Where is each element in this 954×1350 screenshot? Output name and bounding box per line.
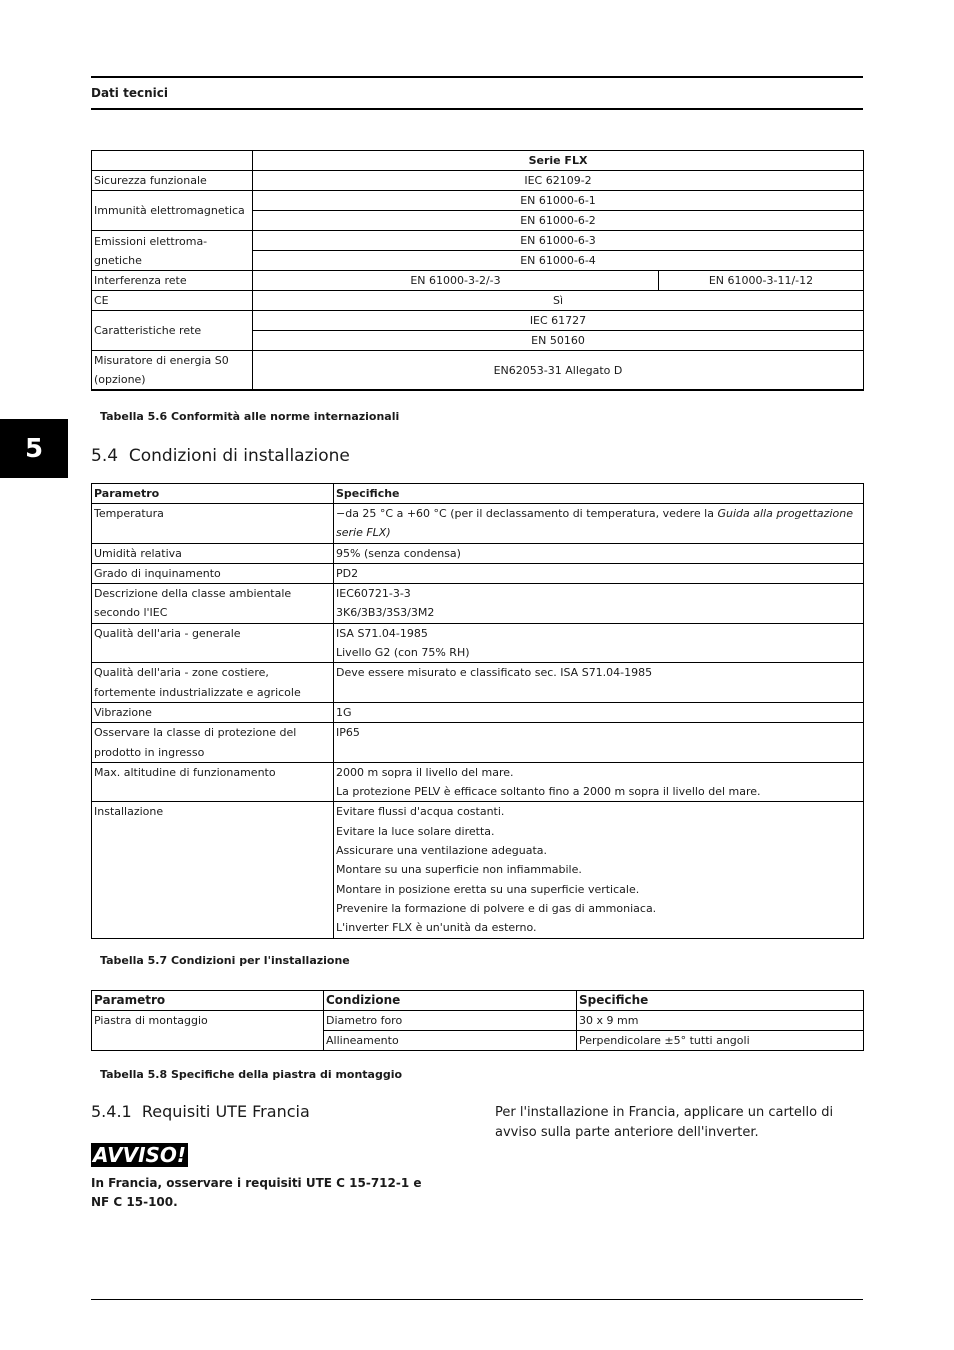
table-installation-conditions bbox=[91, 483, 864, 939]
label-line: Misuratore di energia S0 bbox=[94, 354, 229, 367]
table-row bbox=[92, 291, 864, 311]
table-conformity bbox=[91, 150, 864, 391]
param-cell: Installazione bbox=[92, 802, 334, 938]
row-label: Sicurezza funzionale bbox=[92, 171, 253, 191]
table-row bbox=[92, 563, 864, 583]
spec-cell: Deve essere misurato e classificato sec. ISA S71.04-1985 bbox=[334, 663, 864, 703]
spec-cell: 30 x 9 mm bbox=[577, 1011, 864, 1031]
row-value: IEC 62109-2 bbox=[253, 171, 864, 191]
notice-label: AVVISO! bbox=[93, 1143, 187, 1167]
row-value: IEC 61727 bbox=[253, 311, 864, 331]
row-label: Interferenza rete bbox=[92, 271, 253, 291]
param-cell: Piastra di montaggio bbox=[92, 1011, 324, 1051]
chapter-tab: 5 bbox=[0, 419, 68, 478]
param-cell: Qualità dell'aria - zone costiere, fortemente industrializzate e agricole bbox=[92, 663, 334, 703]
table-row bbox=[92, 231, 864, 251]
table-row bbox=[92, 504, 864, 544]
spec-cell: ISA S71.04-1985 Livello G2 (con 75% RH) bbox=[334, 623, 864, 663]
param-cell: Qualità dell'aria - generale bbox=[92, 623, 334, 663]
spec-cell: Evitare flussi d'acqua costanti. Evitare la luce solare diretta. Assicurare una ventilazione adeguata. Montare su una superficie non infiammabile. Montare in posizione eretta su una superficie verticale. Prevenire la formazione di polvere e di gas di ammoniaca. L'inverter FLX è un'unità da esterno. bbox=[334, 802, 864, 938]
table-row bbox=[92, 702, 864, 722]
table-row bbox=[92, 762, 864, 802]
table-header-row bbox=[92, 151, 864, 171]
notice-text: In Francia, osservare i requisiti UTE C 15-712-1 e NF C 15-100. bbox=[91, 1176, 422, 1209]
condition-cell: Diametro foro bbox=[324, 1011, 577, 1031]
row-value: EN 50160 bbox=[253, 331, 864, 351]
param-cell: Vibrazione bbox=[92, 702, 334, 722]
table-row bbox=[92, 584, 864, 624]
subsection-title: Requisiti UTE Francia bbox=[141, 1102, 310, 1121]
spec-cell: IP65 bbox=[334, 723, 864, 763]
row-value: Sì bbox=[253, 291, 864, 311]
row-value: EN 61000-6-3 bbox=[253, 231, 864, 251]
table-row bbox=[92, 191, 864, 211]
table-row bbox=[92, 543, 864, 563]
table-caption: Tabella 5.8 Specifiche della piastra di montaggio bbox=[100, 1068, 403, 1081]
label-line: Emissioni elettroma- bbox=[94, 234, 208, 248]
table-mounting-plate bbox=[91, 990, 864, 1051]
column-header: Condizione bbox=[324, 991, 577, 1011]
column-header: Specifiche bbox=[577, 991, 864, 1011]
running-header: Dati tecnici bbox=[91, 86, 168, 100]
spec-cell: −da 25 °C a +60 °C (per il declassamento di temperatura, vedere la Guida alla progettazione serie FLX) bbox=[334, 504, 864, 544]
column-header: Serie FLX bbox=[253, 151, 864, 171]
table-row bbox=[92, 623, 864, 663]
row-value: EN 61000-6-2 bbox=[253, 211, 864, 231]
row-label: CE bbox=[92, 291, 253, 311]
spec-cell: IEC60721-3-3 3K6/3B3/3S3/3M2 bbox=[334, 584, 864, 624]
param-cell: Osservare la classe di protezione del prodotto in ingresso bbox=[92, 723, 334, 763]
row-label: Immunità elettromagnetica bbox=[92, 191, 253, 231]
row-label bbox=[92, 231, 253, 271]
spec-cell: 2000 m sopra il livello del mare. La protezione PELV è efficace soltanto fino a 2000 m sopra il livello del mare. bbox=[334, 762, 864, 802]
param-cell: Umidità relativa bbox=[92, 543, 334, 563]
spec-cell: 1G bbox=[334, 702, 864, 722]
section-title: Condizioni di installazione bbox=[128, 446, 350, 466]
param-cell: Descrizione della classe ambientale secondo l'IEC bbox=[92, 584, 334, 624]
param-cell: Grado di inquinamento bbox=[92, 563, 334, 583]
condition-cell: Allineamento bbox=[324, 1031, 577, 1051]
table-row bbox=[92, 171, 864, 191]
table-caption: Tabella 5.7 Condizioni per l'installazione bbox=[100, 954, 350, 967]
column-header: Specifiche bbox=[334, 484, 864, 504]
table-row bbox=[92, 351, 864, 391]
table-header-row bbox=[92, 484, 864, 504]
row-value: EN62053-31 Allegato D bbox=[253, 351, 864, 391]
column-header: Parametro bbox=[92, 991, 324, 1011]
spec-cell: 95% (senza condensa) bbox=[334, 543, 864, 563]
table-row bbox=[92, 311, 864, 331]
table-row bbox=[92, 271, 864, 291]
header-bottom-rule bbox=[91, 108, 863, 110]
row-label: Caratteristiche rete bbox=[92, 311, 253, 351]
label-line: gnetiche bbox=[94, 253, 142, 267]
table-caption: Tabella 5.6 Conformità alle norme internazionali bbox=[100, 410, 400, 423]
row-value: EN 61000-3-11/-12 bbox=[659, 271, 864, 291]
subsection-heading bbox=[91, 1102, 310, 1121]
row-label bbox=[92, 351, 253, 391]
spec-cell: Perpendicolare ±5° tutti angoli bbox=[577, 1031, 864, 1051]
footer-rule bbox=[91, 1299, 863, 1300]
label-line: (opzione) bbox=[94, 373, 146, 386]
section-number: 5.4 bbox=[91, 446, 119, 466]
table-header-row bbox=[92, 991, 864, 1011]
param-cell: Temperatura bbox=[92, 504, 334, 544]
spec-cell: PD2 bbox=[334, 563, 864, 583]
table-row bbox=[92, 663, 864, 703]
subsection-number: 5.4.1 bbox=[91, 1102, 132, 1121]
table-row bbox=[92, 802, 864, 938]
table-row bbox=[92, 723, 864, 763]
table-row bbox=[92, 1011, 864, 1031]
header-top-rule bbox=[91, 76, 863, 78]
row-value: EN 61000-6-1 bbox=[253, 191, 864, 211]
row-value: EN 61000-6-4 bbox=[253, 251, 864, 271]
column-header: Parametro bbox=[92, 484, 334, 504]
section-heading bbox=[91, 446, 350, 466]
param-cell: Max. altitudine di funzionamento bbox=[92, 762, 334, 802]
body-paragraph: Per l'installazione in Francia, applicare un cartello di avviso sulla parte anteriore dell'inverter. bbox=[495, 1105, 834, 1140]
row-value: EN 61000-3-2/-3 bbox=[253, 271, 659, 291]
